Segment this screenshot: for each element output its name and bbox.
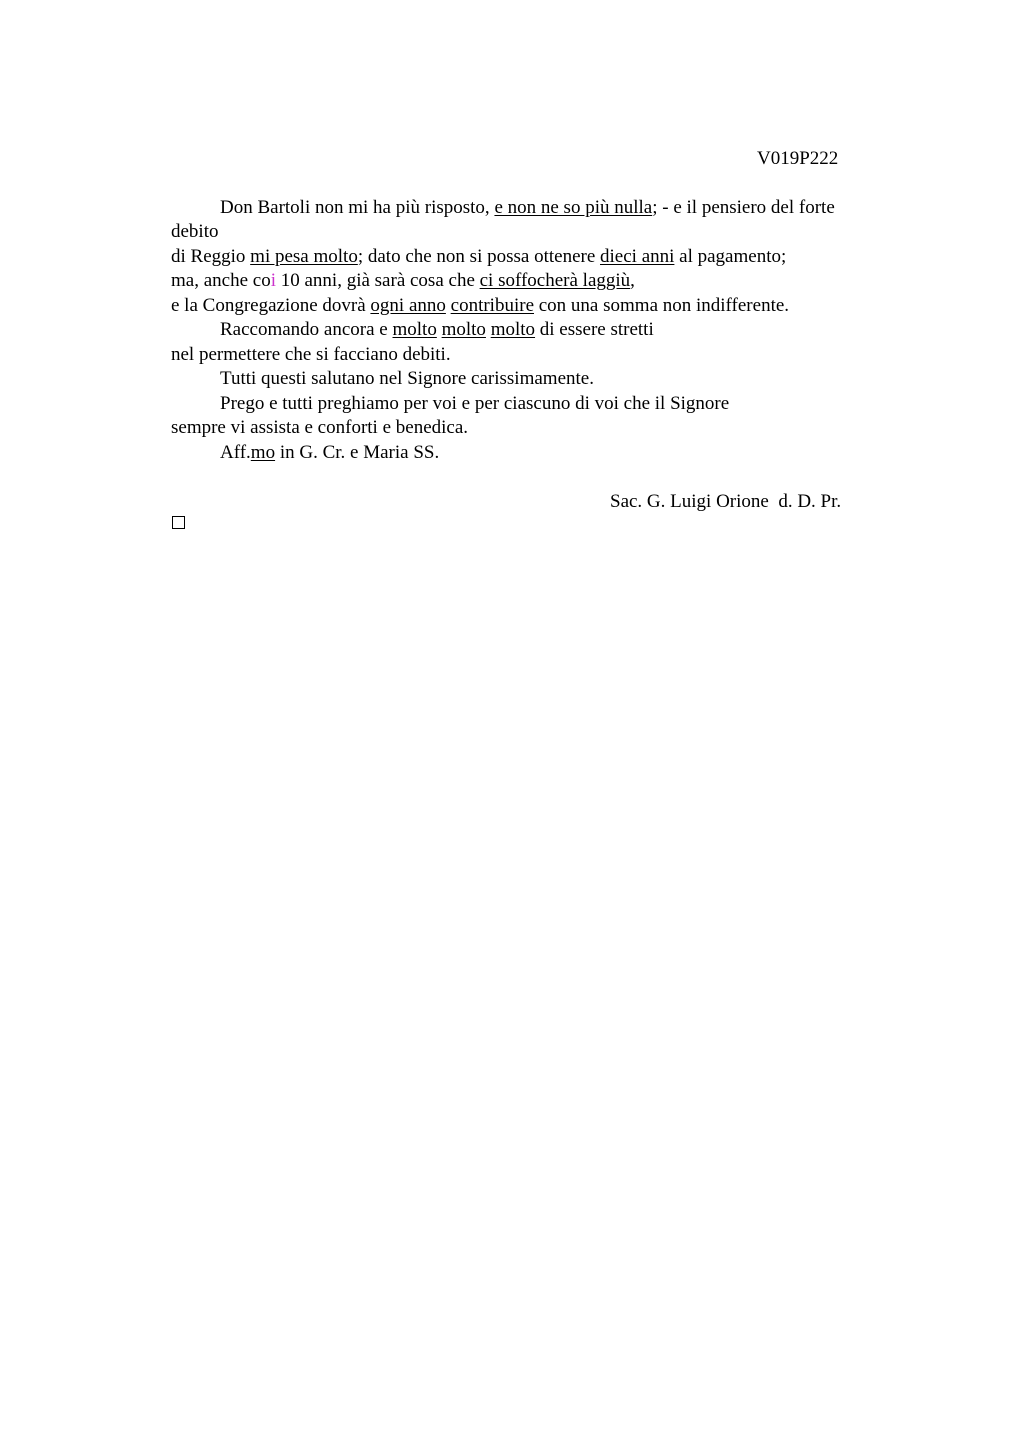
underlined-text: dieci anni xyxy=(600,246,675,267)
underlined-text: contribuire xyxy=(450,295,534,316)
signature: Sac. G. Luigi Orione d. D. Pr. xyxy=(610,491,842,512)
underlined-text: mo xyxy=(250,442,276,463)
underlined-text: ci soffocherà laggiù xyxy=(479,270,631,291)
text-line: Prego e tutti preghiamo per voi e per ciascuno di voi che il Signore xyxy=(220,393,730,414)
text-line: Tutti questi salutano nel Signore carissimamente. xyxy=(220,368,594,389)
empty-box-icon xyxy=(172,516,185,529)
underlined-text: molto xyxy=(490,319,536,340)
underlined-text: molto xyxy=(441,319,486,340)
text-line: e la Congregazione dovrà ogni anno contribuire con una somma non indifferente. xyxy=(171,295,790,316)
text-line: nel permettere che si facciano debiti. xyxy=(171,344,451,365)
text-line: sempre vi assista e conforti e benedica. xyxy=(171,417,469,438)
text-line: Aff.mo in G. Cr. e Maria SS. xyxy=(220,442,440,463)
underlined-text: molto xyxy=(392,319,437,340)
highlighted-letter: i xyxy=(270,270,276,291)
text-line: debito xyxy=(171,221,219,242)
page-id: V019P222 xyxy=(757,148,839,169)
underlined-text: ogni anno xyxy=(370,295,446,316)
text-line: Raccomando ancora e molto molto molto di essere stretti xyxy=(220,319,654,340)
text-line: Don Bartoli non mi ha più risposto, e non ne so più nulla; - e il pensiero del forte xyxy=(220,197,835,218)
underlined-text: e non ne so più nulla xyxy=(494,197,653,218)
text-line: di Reggio mi pesa molto; dato che non si possa ottenere dieci anni al pagamento; xyxy=(171,246,787,267)
text-line: ma, anche coi 10 anni, già sarà cosa che ci soffocherà laggiù, xyxy=(171,270,635,291)
underlined-text: mi pesa molto xyxy=(250,246,358,267)
